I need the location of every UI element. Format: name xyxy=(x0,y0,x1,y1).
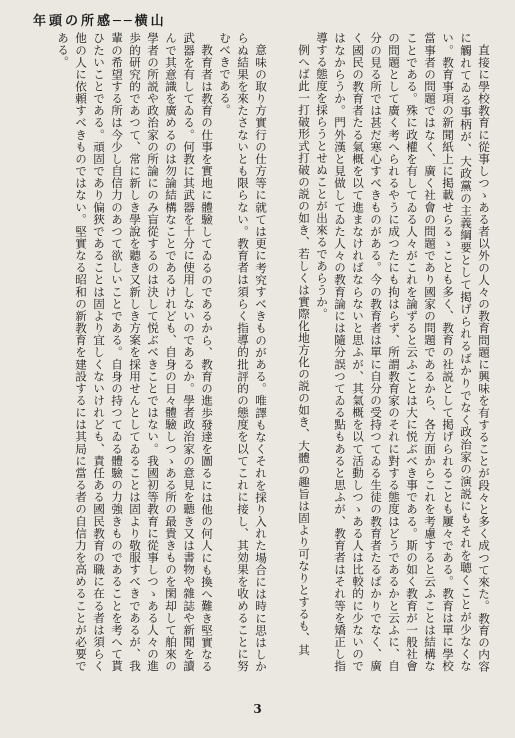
paragraph: 教育者は教育の仕事を實地に體驗してゐるのであるから、教育の進歩發達を圖るには他の何人にも換へ難き堅實なる武器を有してゐる。何教に其武器を十分に使用しないのであるか。學者政治家の意見を聽き又は書物や雜誌や新聞を讀んで其意識を廣めるのは勿論結構なことであるけれども、自身の日々體驗しつゝある所の最貴きものを閑却して舶來の學者の所説や政治家の所論にのみ盲從するのは決して悦ぶべきことではない。我國初等教育に從事しつゝある人々の進歩的研究的であつて、常に新しき學說を聽き又新しき方案を採用せんとしてゐることは固より敬服すべきであるが、我輩の希望する所は今少し自信力のあつて欲しいことである。自身の持つてゐる體驗の力強きものであることを考へて貰ひたいことである。頑固であり偏狹であることは固より宜しくないけれども、責任ある國民教育の職に在る者は須らく他の人に依頼すべきものではない。堅實なる昭和の新教育を建設するには其局に當る者の自信力を高めることが必要である。 xyxy=(56,32,214,672)
paragraph: 例へば此一打破形式打破の説の如き、若しくは實際化地方化の説の如き、大體の趣旨は固より可なりとするも、其 xyxy=(297,43,311,656)
left-text-column xyxy=(22,32,270,672)
column-divider xyxy=(276,40,277,660)
right-text-column xyxy=(287,32,493,672)
running-header: 年頭の所感──横山 xyxy=(33,14,167,29)
paragraph: 意味の取り方實行の仕方等に就ては更に考究すべきものがある。唯譯もなくそれを採り入れた場合には時に思はしからぬ結果を來たさないとも限らない。教育者は須らく指導的批評的の態度を以てこれに接し、其効果を收めることに努むべきである。 xyxy=(218,32,268,672)
page-number: 3 xyxy=(253,702,262,716)
paragraph: 直接に學校教育に從事しつゝある者以外の人々の教育問題に興味を有することが段々と多く成つて來た。教育の内容に觸れてゐる事柄が、大政黨の主義綱要として掲げられるばかりでなく政治家の演説にもそれを聴くことが少なくない。教育事項の新聞紙上に掲載せらるゝことも多く、教育の社説として掲げられることも屢々である。教育は單に學校當事者の問題ではなく、廣く社會の問題であり國家の問題であるから、各方面からこれを考慮すると云ふことは結構なことである。殊に政權を有してゐる人々がこれを論ずると云ふことは大に悦ぶべき事である。斯の如く教育が一般社會の問題として廣く考へられるやうに成つたにも拘はらず、所謂教育家のそれに對する態度はどうであるかと云ふに、自分の見る所では甚だ寒心すべきものがある。今の教育者は單に自分の受持つてゐる生徒の教育者たるばかりでなく、廣く國民の教育者たる氣概を以て進まなければならないと思ふが、其氣概を以て活動しつゝある人は比較的に少ないのではなからうか。門外漢と見做してゐた人々の教育論には隨分誤つてゐる點もあると思ふが、教育者はそれ等を矯正し指導する態度を採らうとせぬことが出來るであらうか。 xyxy=(315,32,491,672)
